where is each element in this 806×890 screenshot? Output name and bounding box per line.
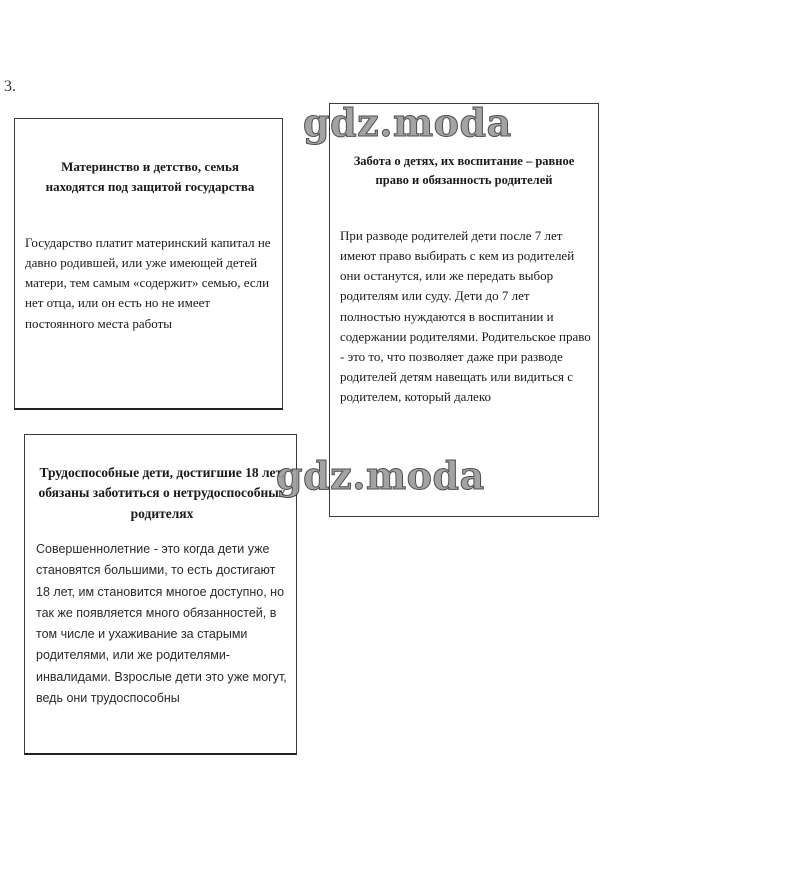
watermark-top: gdz.moda [303, 100, 512, 145]
card-text: Государство платит материнский капитал не давно родившей, или уже имеющей детей матери, тем самым «содержит» семью, если нет отца, или он есть но не имеет постоянного места работы [25, 235, 271, 331]
watermark-bottom: gdz.moda [276, 453, 485, 498]
card-adult-children-duty [24, 434, 297, 755]
card-text: Совершеннолетние - это когда дети уже становятся большими, то есть достигают 18 лет, им становится многое доступно, но так же появляется много обязанностей, в том числе и ухаживание за старыми родителями, или же родителями-инвалидами. Взрослые дети это уже могут, ведь они трудоспособны [36, 542, 287, 705]
card-motherhood-protection [14, 118, 283, 410]
card-title: Забота о детях, их воспитание – равное право и обязанность родителей [353, 154, 575, 187]
card-title: Трудоспособные дети, достигшие 18 лет, обязаны заботиться о нетрудоспособных родителях [38, 465, 286, 521]
card-title: Материнство и детство, семья находятся под защитой государства [45, 159, 255, 194]
task-number: 3. [4, 78, 16, 95]
card-text: При разводе родителей дети после 7 лет имеют право выбирать с кем из родителей они останутся, или же передать выбор родителям или суду. Дети до 7 лет полностью нуждаются в воспитании и содержании родителями. Родительское право - это то, что позволяет даже при разводе родителей детям навещать или видиться с родителем, который далеко [340, 228, 591, 405]
